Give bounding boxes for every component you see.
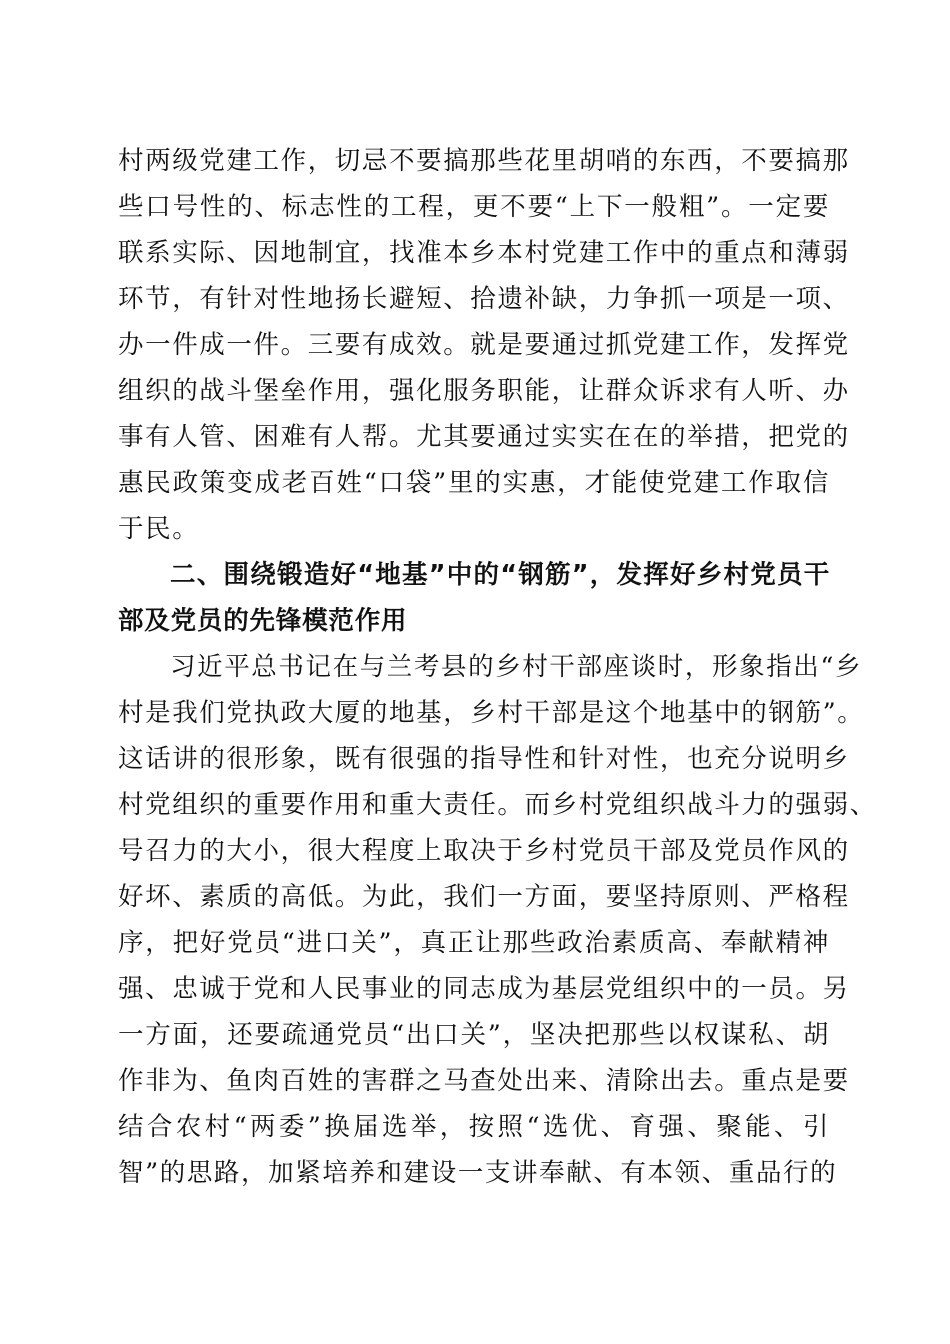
text-line: 村是我们党执政大厦的地基，乡村干部是这个地基中的钢筋”。: [118, 698, 865, 728]
text-line: 些口号性的、标志性的工程，更不要“上下一般粗”。一定要: [118, 192, 830, 222]
text-line: 好坏、素质的高低。为此，我们一方面，要坚持原则、严格程: [118, 882, 850, 912]
text-line: 村党组织的重要作用和重大责任。而乡村党组织战斗力的强弱、: [118, 790, 877, 820]
text-line: 事有人管、困难有人帮。尤其要通过实实在在的举措，把党的: [118, 422, 850, 452]
section-heading: [118, 552, 830, 644]
text-line: 智”的思路，加紧培养和建设一支讲奉献、有本领、重品行的: [118, 1158, 838, 1188]
text-line: 序，把好党员“进口关”，真正让那些政治素质高、奉献精神: [118, 928, 830, 958]
text-line: 组织的战斗堡垒作用，强化服务职能，让群众诉求有人听、办: [118, 376, 850, 406]
heading-line: 部及党员的先锋模范作用: [118, 606, 408, 636]
text-line: 结合农村“两委”换届选举，按照“选优、育强、聚能、引: [118, 1112, 830, 1142]
text-line: 这话讲的很形象，既有很强的指导性和针对性，也充分说明乡: [118, 744, 850, 774]
paragraph-1: [118, 138, 850, 552]
text-line: 习近平总书记在与兰考县的乡村干部座谈时，形象指出“乡: [170, 652, 863, 682]
text-line: 号召力的大小，很大程度上取决于乡村党员干部及党员作风的: [118, 836, 850, 866]
text-line: 环节，有针对性地扬长避短、拾遗补缺，力争抓一项是一项、: [118, 284, 850, 314]
text-line: 办一件成一件。三要有成效。就是要通过抓党建工作，发挥党: [118, 330, 850, 360]
paragraph-2: [118, 644, 877, 1196]
text-line: 一方面，还要疏通党员“出口关”，坚决把那些以权谋私、胡: [118, 1020, 830, 1050]
text-line: 惠民政策变成老百姓“口袋”里的实惠，才能使党建工作取信: [118, 468, 830, 498]
text-line: 村两级党建工作，切忌不要搞那些花里胡哨的东西，不要搞那: [118, 146, 850, 176]
heading-line: 二、围绕锻造好“地基”中的“钢筋”，发挥好乡村党员干: [170, 560, 830, 590]
text-line: 强、忠诚于党和人民事业的同志成为基层党组织中的一员。另: [118, 974, 850, 1004]
text-line: 于民。: [118, 514, 200, 544]
text-line: 作非为、鱼肉百姓的害群之马查处出来、清除出去。重点是要: [118, 1066, 850, 1096]
text-line: 联系实际、因地制宜，找准本乡本村党建工作中的重点和薄弱: [118, 238, 850, 268]
